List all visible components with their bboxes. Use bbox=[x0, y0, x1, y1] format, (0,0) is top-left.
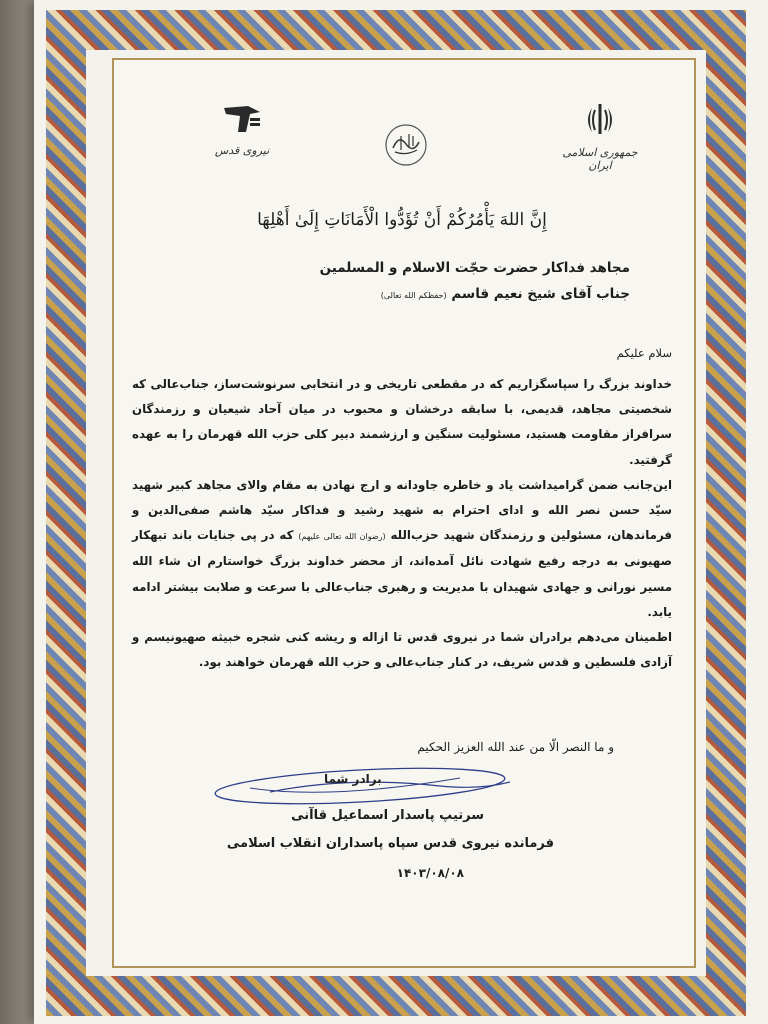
paragraph-1: خداوند بزرگ را سپاسگزاریم که در مقطعی تاریخی و در انتخابی سرنوشت‌ساز، جناب‌عالی که شخصیتی مجاهد، قدیمی، با سابقه درخشان و محبوب در میان آحاد شیعیان و رزمندگان سرافراز مقاومت هستید، مسئولیت سنگین و ارزشمند دبیر کلی حزب الله قهرمان را به عهده گرفتید. bbox=[132, 377, 672, 467]
paragraph-2-part-a: این‌جانب ضمن گرامیداشت یاد و خاطره جاودانه و ارج نهادن به مقام والای مجاهد کبیر شهید سیّد حسن نصر الله و ادای احترام به شهید رشید و فداکار سیّد هاشم صفی‌الدین و فرماندهان، مسئولین و رزمندگان شهید حزب‌الله bbox=[132, 477, 673, 543]
closing-phrase: و ما النصر الّا من عند الله العزیز الحکیم bbox=[417, 740, 614, 754]
letter-date: ۱۴۰۳/۰۸/۰۸ bbox=[396, 866, 464, 880]
recipient-honorific: (حفظکم الله تعالی) bbox=[380, 291, 447, 300]
quds-force-logo bbox=[202, 102, 282, 157]
iran-emblem bbox=[560, 100, 640, 172]
quds-force-label: نیروی قدس bbox=[214, 144, 270, 157]
quran-verse: إِنَّ اللهَ يَأْمُرُكُمْ أَنْ تُؤَدُّوا الْأَمَانَاتِ إِلَىٰ أَهْلِهَا bbox=[257, 210, 547, 230]
signer-name: سرتیپ پاسدار اسماعیل قاآنی bbox=[291, 808, 484, 823]
recipient-name-text: جناب آقای شیخ نعیم قاسم bbox=[451, 286, 630, 302]
signature-text: برادر شما bbox=[324, 772, 382, 786]
greeting: سلام علیکم bbox=[616, 346, 672, 360]
paragraph-2 bbox=[132, 473, 672, 625]
letter-content bbox=[112, 58, 696, 968]
calligraphy-seal-icon bbox=[383, 122, 429, 168]
iran-emblem-label: جمهوری اسلامی ایران bbox=[562, 146, 638, 172]
paragraph-3: اطمینان می‌دهم برادران شما در نیروی قدس تا ازاله و ریشه کنی شجره خبیثه صهیونیسم و آزادی فلسطین و قدس شریف، در کنار جناب‌عالی و حزب الله قهرمان خواهند بود. bbox=[132, 630, 672, 670]
quds-force-emblem-icon bbox=[220, 102, 264, 138]
signer-position: فرمانده نیروی قدس سپاه پاسداران انقلاب اسلامی bbox=[226, 836, 554, 851]
iran-emblem-icon bbox=[580, 100, 620, 140]
letter-body bbox=[132, 372, 672, 675]
recipient-name bbox=[132, 286, 630, 302]
calligraphy-seal bbox=[376, 122, 436, 172]
recipient-title: مجاهد فداکار حضرت حجّت الاسلام و المسلمین bbox=[319, 260, 630, 276]
paragraph-2-honorific: (رضوان الله تعالی علیهم) bbox=[298, 532, 386, 542]
paragraph-2-part-b: که در پی جنایات باند تبهکار صهیونی به درجه رفیع شهادت نائل آمده‌اند، از محضر خداوند بزرگ خواستارم ان شاء الله مسیر نورانی و جهادی شهیدان با مدیریت و رهبری جناب‌عالی با سرعت و صلابت بیشتر ادامه یابد. bbox=[132, 528, 672, 619]
signature-scribble bbox=[210, 756, 520, 816]
